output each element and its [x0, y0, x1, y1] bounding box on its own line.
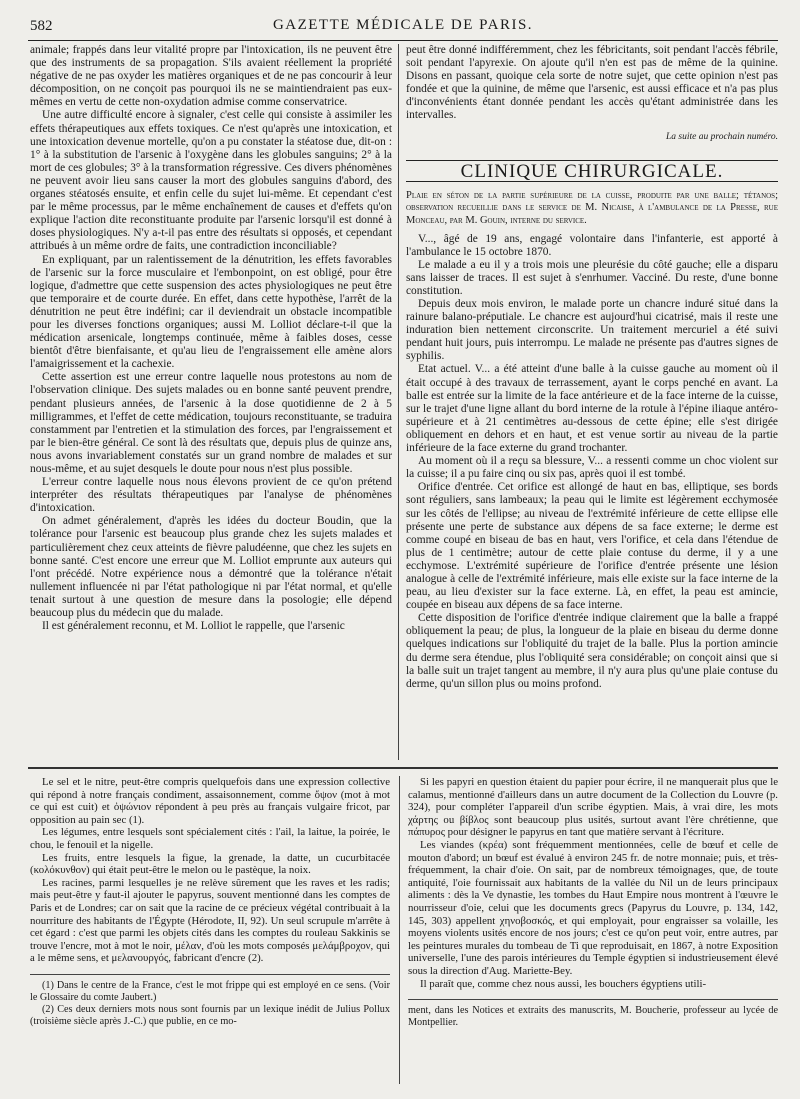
footnote-continuation: ment, dans les Notices et extraits des manuscrits, M. Boucherie, professeur au lycée de Montpellier.	[408, 1005, 778, 1029]
feuilleton-right-column	[408, 776, 778, 1029]
left-column	[30, 44, 392, 633]
page-number: 582	[30, 18, 53, 34]
paragraph: En expliquant, par un ralentissement de la dénutrition, les effets favorables de l'arsenic sur la force musculaire et l'embonpoint, on est obligé, pour être logique, d'admettre que cette suspension des actes physiologiques ne peut être que temporaire et de courte durée. En effet, dans cette hypothèse, l'arrêt de la dénutrition ne peut être indéfini; car il deviendrait un obstacle incompatible pour les diverses fonctions organiques; aussi M. Lolliot déclare-t-il que la médication arsenicale, longtemps continuée, même à faibles doses, cesse bientôt d'être bienfaisante, et qu'au lieu de l'engraissement elle amène alors l'amaigrissement et la cachexie.	[30, 253, 392, 371]
paragraph: Orifice d'entrée. Cet orifice est allongé de haut en bas, elliptique, ses bords sont réguliers, sans lambeaux; la peau qui le limite est légèrement ecchymosée sur les côtés de l'ellipse; au niveau de l'extrémité inférieure de cette ellipse elle présente une perte de substance aux dépens de sa face externe; le derme est comme coupé en biseau de bas en haut, vers l'orifice, et cela dans l'étendue de plus de 1 centimètre; autour de cette plaie contuse du derme, il y a une ecchymose. L'extrémité supérieure de l'orifice d'entrée présente une lésion analogue à celle de l'extrémité inférieure, mais elle existe sur la face interne de la peau, au lieu d'exister sur la face externe. Là, en effet, la peau est amincie, coupée en biseau aux dépens de sa face interne.	[406, 481, 778, 612]
feuilleton-column-divider	[399, 776, 400, 1084]
footnote-divider	[30, 974, 390, 975]
continuation-note: La suite au prochain numéro.	[666, 131, 778, 142]
paragraph: Les viandes (κρέα) sont fréquemment mentionnées, celle de bœuf et celle de mouton d'abord; un bœuf est évalué à environ 245 fr. de notre monnaie; puis, et très-fréquemment, la chair d'oie. On sait, par de nombreux témoignages, que, de toute antiquité, l'oie fournissait aux habitants de la vallée du Nil un de leurs principaux aliments : dès la Ve dynastie, les tombes du Haut Empire nous montrent à l'œuvre le nourrisseur d'oie, celui que les documents grecs (Papyrus du Louvre, p. 134, 142, 145, 303) appellent χηνοβοσκός, et qui employait, pour engraisser sa volaille, les moyens violents usités encore de nos jours; c'est ce qu'on peut voir, entre autres, par les peintures murales du tombeau de Ti que reproduisait, en 1867, à notre Exposition universelle, l'une des parois intérieures du Temple égyptien si industrieusement élevé sous la direction d'Aug. Mariette-Bey.	[408, 838, 778, 977]
paragraph: V..., âgé de 19 ans, engagé volontaire dans l'infanterie, est apporté à l'ambulance le 15 octobre 1870.	[406, 232, 778, 258]
paragraph: Les racines, parmi lesquelles je ne relève sûrement que les raves et les radis; mais peut-être y faut-il ajouter le papyrus, souvent mentionné dans les comptes de Paris et de Londres; car on sait que la racine de ce précieux végétal contribuait à la nourriture des habitants de l'Égypte (Hérodote, II, 92). Un seul scrupule m'arrête à cet égard : c'est que parmi les objets cités dans les comptes du rouleau Sakkinis se trouve l'encre, mot à mot le noir, μέλαν, d'où les mots composés μελάμβροχον, qui a le même sens, et μελανουργός, fabricant d'encre (2).	[30, 876, 390, 965]
section-heading-box	[406, 160, 778, 182]
case-subheading: Plaie en séton de la partie supérieure de la cuisse, produite par une balle; tétanos; observation recueillie dans le service de M. Nicaise, à l'ambulance de la Presse, rue Monceau, par M. Gouin, interne du service.	[406, 189, 778, 226]
paragraph: Les fruits, entre lesquels la figue, la grenade, la datte, un cucurbitacée (κολόκυνθον) qui était peut-être le melon ou le pastèque, la noix.	[30, 851, 390, 877]
footnote: (1) Dans le centre de la France, c'est le mot frippe qui est employé en ce sens. (Voir le Glossaire du comte Jaubert.)	[30, 979, 390, 1003]
paragraph: Cette disposition de l'orifice d'entrée indique clairement que la balle a frappé obliquement la peau; de plus, la longueur de la plaie en biseau du derme donne quelques indications sur l'obliquité du trajet de la balle. Plus la portion amincie du derme sera étendue, plus l'obliquité sera considérable; on conçoit ainsi que si la balle suit un trajet tangent au membre, il n'y aura plus qu'une plaie contuse du derme, qu'un sillon plus ou moins profond.	[406, 612, 778, 690]
paragraph: Le malade a eu il y a trois mois une pleurésie du côté gauche; elle a disparu sans laisser de traces. Il est sujet à s'enrhumer. Vacciné. Du reste, d'une bonne constitution.	[406, 258, 778, 297]
paragraph: Etat actuel. V... a été atteint d'une balle à la cuisse gauche au moment où il était occupé à des travaux de terrassement, ayant le corps penché en avant. La balle est entrée sur la limite de la face antérieure et de la face interne de la cuisse, sur le trajet d'une ligne allant du bord interne de la rotule à l'épine iliaque antéro-supérieure et à 21 centimètres au-dessous de cette épine; elle s'est dirigée obliquement en dehors et en haut, et est venue sortir au niveau de la partie inférieure de la face externe du grand trochanter.	[406, 363, 778, 455]
paragraph: Il est généralement reconnu, et M. Lolliot le rappelle, que l'arsenic	[42, 620, 345, 633]
feuilleton-left-column	[30, 776, 390, 1028]
footnote-divider	[408, 999, 778, 1000]
paragraph: Cette assertion est une erreur contre laquelle nous protestons au nom de l'observation clinique. Des sujets malades ou en bonne santé peuvent prendre, pendant plusieurs années, de l'arsenic à la dose quotidienne de 2 à 5 milligrammes, et l'effet de cette médication, toujours reconstituante, se traduira constamment par l'entretien et la stimulation des forces, par l'engraissement et par le bien-être général. Ce sont là des résultats que, depuis plus de quinze ans, nous avons invariablement constatés sur un grand nombre de malades et sur nous-même, et au sujet desquels le doute pour nous n'est plus possible.	[30, 371, 392, 475]
paragraph: Si les papyri en question étaient du papier pour écrire, il ne manquerait plus que le calamus, mentionné d'ailleurs dans un autre document de la Collection du Louvre (p. 324), pour compléter l'appareil d'un scribe égyptien. Mais, à vrai dire, les mots χάρτης ou βίβλος sont beaucoup plus usités, surtout avant l'ère chrétienne, que πάπυρος pour désigner le papyrus en tant que matière servant à l'écriture.	[408, 776, 778, 839]
paragraph: On admet généralement, d'après les idées du docteur Boudin, que la tolérance pour l'arsenic est beaucoup plus grande chez les sujets malades et particulièrement chez ceux atteints de fièvre paludéenne, que chez les sujets en bonne santé. C'est encore une erreur que M. Lolliot emprunte aux auteurs qui l'ont précédé. Notre expérience nous a démontré que la tolérance n'était nullement influencée ni par l'état pathologique ni par l'état normal, et qu'elle tenait surtout à une question de mesure dans la posologie; elle dépend beaucoup plus du médecin que du malade.	[30, 515, 392, 620]
paragraph: Au moment où il a reçu sa blessure, V... a ressenti comme un choc violent sur la cuisse; il a pu faire cinq ou six pas, après quoi il est tombé.	[406, 455, 778, 481]
paragraph: Une autre difficulté encore à signaler, c'est celle qui consiste à assimiler les effets thérapeutiques aux effets toxiques. Ce n'est qu'après une intoxication, et une intoxication devenue mortelle, qu'on a pu constater la stéatose due, dit-on : 1° à la substitution de l'arsenic à l'oxygène dans les globules sanguins; 2° à la mort de ces globules; 3° à la transformation régressive. Ces divers phénomènes ne peuvent avoir lieu sans causer la mort des globules sanguins d'abord, des organes stéatosés ensuite, et enfin celle du sujet lui-même. Et cependant c'est par le même processus, par le même enchaînement de causes et d'effets qu'on explique l'action dite reconstituante produite par l'arsenic lorsqu'il est donné à doses physiologiques. N'y a-t-il pas entre des résultats si opposés, et cependant attribués à un même ordre de faits, une contradiction inconciliable?	[30, 109, 392, 253]
paragraph: Les légumes, entre lesquels sont spécialement cités : l'ail, la laitue, la poirée, le chou, le fenouil et la nigelle.	[30, 826, 390, 851]
footnote: (2) Ces deux derniers mots nous sont fournis par un lexique inédit de Julius Pollux (troisième siècle après J.-C.) que publie, en ce mo-	[30, 1003, 390, 1027]
page-header	[28, 14, 778, 41]
feuilleton-divider	[28, 767, 778, 769]
paragraph: Le sel et le nitre, peut-être compris quelquefois dans une expression collective qui répond à notre français condiment, assaisonnement, comme ὄψον (mot à mot ce qui est cuit) et ὀψώνιον répondent à peu près au français vulgaire fricot, par opposition au pain sec (1).	[30, 776, 390, 826]
paragraph: Il paraît que, comme chez nous aussi, les bouchers égyptiens utili-	[420, 977, 707, 990]
paragraph: animale; frappés dans leur vitalité propre par l'intoxication, ils ne peuvent être que des instruments de sa propagation. S'ils avaient réellement la propriété négative de ne pas oxyder les matières organiques et de ne pas concourir à leur décomposition, on ne conçoit pas pourquoi ils ne se maintiendraient pas eux-mêmes en vertu de cette non-oxydation admise comme conservatrice.	[30, 44, 392, 109]
paragraph: peut être donné indifféremment, chez les fébricitants, soit pendant l'accès fébrile, soit pendant l'apyrexie. On ajoute qu'il n'en est pas de même de la quinine. Disons en passant, quoique cela sorte de notre sujet, que cette opinion n'est pas fondée et que la quinine, de même que l'arsenic, est aussi efficace et n'a pas plus d'inconvénients étant donnée pendant les accès qu'étant administrée dans les intervalles.	[406, 44, 778, 122]
column-divider	[398, 44, 399, 760]
journal-title: GAZETTE MÉDICALE DE PARIS.	[272, 17, 534, 33]
paragraph: Depuis deux mois environ, le malade porte un chancre induré situé dans la rainure balano-préputiale. Le chancre est aujourd'hui cicatrisé, mais il reste une induration bien nettement circonscrite. Un traitement mercuriel a été suivi pendant huit jours, puis interrompu. Le malade ne présente pas d'autres signes de syphilis.	[406, 298, 778, 363]
paragraph: L'erreur contre laquelle nous nous élevons provient de ce qu'on prétend interpréter des résultats thérapeutiques par l'analyse de phénomènes d'intoxication.	[30, 476, 392, 515]
section-title: CLINIQUE CHIRURGICALE.	[460, 160, 724, 182]
right-column	[406, 44, 778, 691]
